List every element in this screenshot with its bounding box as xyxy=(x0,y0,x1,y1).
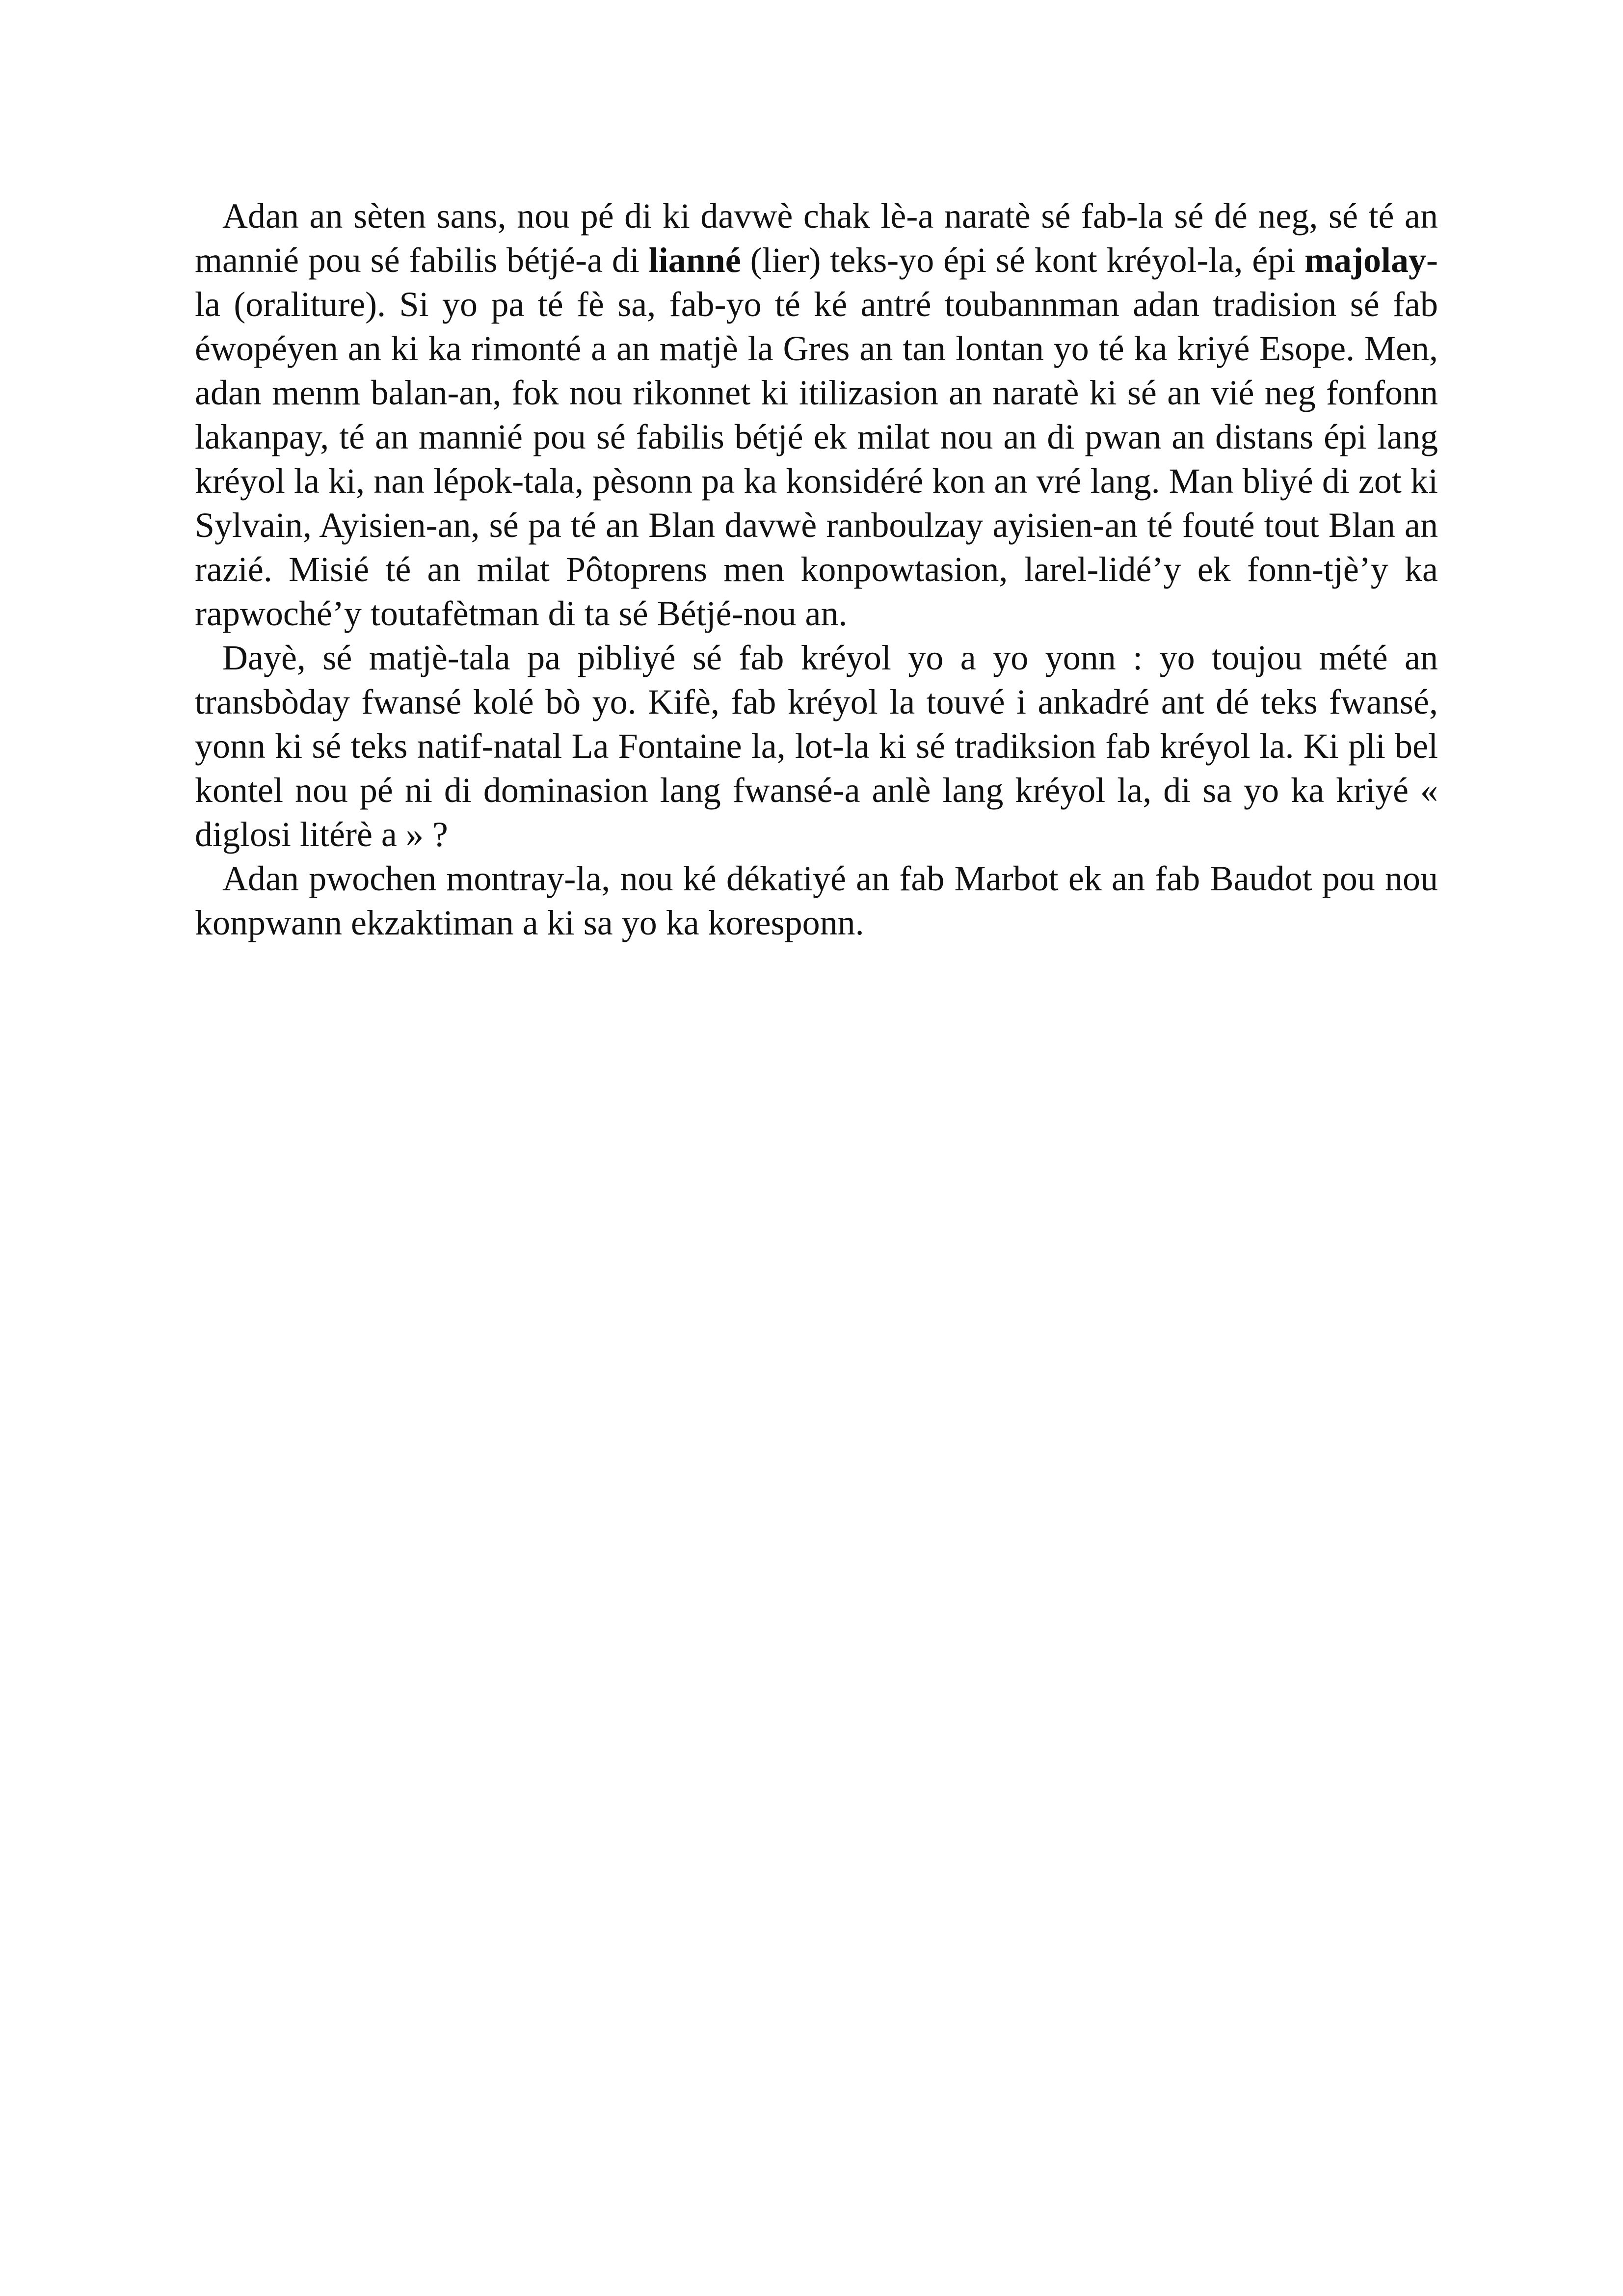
body-text xyxy=(195,194,1438,945)
paragraph-3: Adan pwochen montray-la, nou ké dékatiyé an fab Marbot ek an fab Baudot pou nou konpwann ekzaktiman a ki sa yo ka koresponn. xyxy=(195,859,1438,942)
paragraph-1-text-a: Adan an sèten sans, nou pé di ki davwè chak lè-a naratè sé fab-la sé dé neg, sé té an mannié pou sé fabilis bétjé-a di xyxy=(195,196,1438,280)
paragraph-1-text-c: -la (oraliture). Si yo pa té fè sa, fab-yo té ké antré toubannman adan tradision sé fab éwopéyen an ki ka rimonté a an matjè la Gres an tan lontan yo té ka kriyé Esope. Men, adan menm balan-an, fok nou rikonnet ki itilizasion an naratè ki sé an vié neg fonfonn lakanpay, té an mannié pou sé fabilis bétjé ek milat nou an di pwan an distans épi lang kréyol la ki, nan lépok-tala, pèsonn pa ka konsidéré kon an vré lang. Man bliyé di zot ki Sylvain, Ayisien-an, sé pa té an Blan davwè ranboulzay ayisien-an té fouté tout Blan an razié. Misié té an milat Pôtoprens men konpowtasion, larel-lidé’y ek fonn-tjè’y ka rapwoché’y toutafètman di ta sé Bétjé-nou an. xyxy=(195,240,1438,633)
bold-term-lianne: lianné xyxy=(648,240,741,280)
paragraph-2: Dayè, sé matjè-tala pa pibliyé sé fab kréyol yo a yo yonn : yo toujou mété an transbòday fwansé kolé bò yo. Kifè, fab kréyol la touvé i ankadré ant dé teks fwansé, yonn ki sé teks natif-natal La Fontaine la, lot-la ki sé tradiksion fab kréyol la. Ki pli bel kontel nou pé ni di dominasion lang fwansé-a anlè lang kréyol la, di sa yo ka kriyé « diglosi litérè a » ? xyxy=(195,638,1438,854)
paragraph-1-text-b: (lier) teks-yo épi sé kont kréyol-la, épi xyxy=(741,240,1305,280)
bold-term-majolay: majolay xyxy=(1304,240,1426,280)
paragraph-1 xyxy=(195,194,1438,636)
